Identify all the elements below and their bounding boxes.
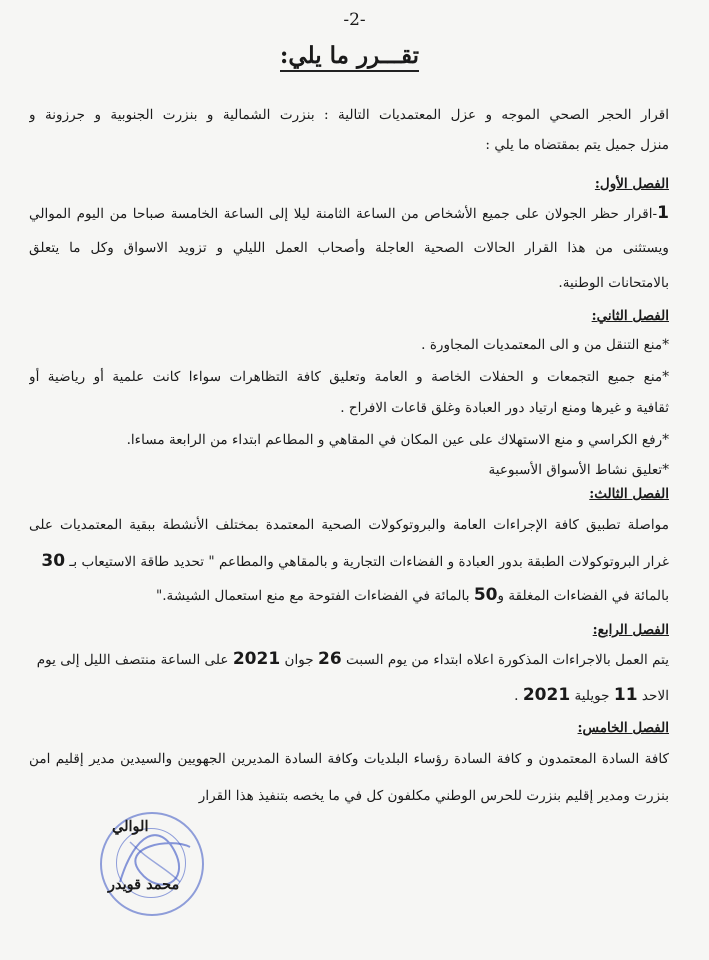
chapter-4-heading: الفصل الرابع: xyxy=(592,622,669,638)
end-day: 11 xyxy=(613,685,638,705)
chapter-3-line-1: مواصلة تطبيق كافة الإجراءات العامة والبروتوكولات الصحية المعتمدة بمختلف الأنشطة ببقية المعتمديات على xyxy=(29,517,669,533)
chapter-4-line-1-a: يتم العمل بالاجراءات المذكورة اعلاه ابتداء من يوم السبت xyxy=(346,652,669,668)
end-month: جويلية xyxy=(574,688,610,704)
decision-title: تقـــرر ما يلي: xyxy=(280,42,419,72)
start-year: 2021 xyxy=(232,649,281,669)
chapter-5-heading: الفصل الخامس: xyxy=(577,720,669,736)
page-number: -2- xyxy=(343,10,366,30)
chapter-3-line-2 xyxy=(29,550,669,573)
chapter-2-item-2-line-1: *منع جميع التجمعات و الحفلات الخاصة و العامة وتعليق كافة التظاهرات سواءا كانت علمية أو رياضية أو xyxy=(29,369,669,385)
chapter-3-line-3 xyxy=(29,584,669,607)
chapter-4-line-2 xyxy=(29,684,669,707)
start-month: جوان xyxy=(284,652,314,668)
chapter-3-heading: الفصل الثالث: xyxy=(589,486,669,502)
chapter-3-line-2-text: غرار البروتوكولات الطبقة بدور العبادة و الفضاءات التجارية و بالمقاهي والمطاعم " تحديد طاقة الاستيعاب بـ xyxy=(69,554,669,570)
chapter-4-line-1-c: على الساعة منتصف الليل إلى يوم xyxy=(36,652,229,668)
chapter-3-line-3-b: بالمائة في الفضاءات الفتوحة مع منع استعمال الشيشة." xyxy=(155,588,470,604)
intro-line-1: اقرار الحجر الصحي الموجه و عزل المعتمديات التالية : بنزرت الشمالية و بنزرت الجنوبية و جرزونة و xyxy=(29,107,669,123)
chapter-5-line-2: بنزرت ومدير إقليم بنزرت للحرس الوطني مكلفون كل في ما يخصه بتنفيذ هذا القرار xyxy=(198,788,669,804)
chapter-1-number: 1 xyxy=(657,203,669,223)
chapter-2-item-1: *منع التنقل من و الى المعتمديات المجاورة . xyxy=(421,337,669,353)
signature-title: الوالي xyxy=(112,818,149,835)
chapter-2-item-2-line-2: ثقافية و غيرها ومنع ارتياد دور العبادة وغلق قاعات الافراح . xyxy=(340,400,669,416)
chapter-1-line-1-text: -اقرار حظر الجولان على جميع الأشخاص من الساعة الثامنة ليلا إلى الساعة الخامسة صباحا من اليوم الموالي xyxy=(29,206,658,222)
signatory-name: محمد قويدر xyxy=(108,876,180,893)
end-year: 2021 xyxy=(522,685,571,705)
chapter-2-heading: الفصل الثاني: xyxy=(591,308,669,324)
chapter-1-line-3: بالامتحانات الوطنية. xyxy=(558,275,669,291)
chapter-1-heading: الفصل الأول: xyxy=(594,176,669,192)
chapter-1-line-1 xyxy=(29,202,669,225)
chapter-5-line-1: كافة السادة المعتمدون و كافة السادة رؤساء البلديات وكافة السادة المديرين الجهويين والسيدين مدير إقليم امن xyxy=(29,751,669,767)
chapter-2-item-4: *تعليق نشاط الأسواق الأسبوعية xyxy=(488,462,669,478)
end-period: . xyxy=(514,688,519,704)
chapter-3-line-3-a: بالمائة في الفضاءات المغلقة و xyxy=(497,588,669,604)
intro-line-2: منزل جميل يتم بمقتضاه ما يلي : xyxy=(485,137,669,153)
end-weekday: الاحد xyxy=(641,688,669,704)
capacity-open-percent: 50 xyxy=(473,585,498,605)
start-day: 26 xyxy=(318,649,342,669)
chapter-2-item-3: *رفع الكراسي و منع الاستهلاك على عين المكان في المقاهي و المطاعم ابتداء من الرابعة مساءا. xyxy=(126,432,669,448)
chapter-1-line-2: ويستثنى من هذا القرار الحالات الصحية العاجلة وأصحاب العمل الليلي و تزويد الاسواق وكل ما يتعلق xyxy=(29,240,669,256)
capacity-closed-percent: 30 xyxy=(41,551,66,571)
chapter-4-line-1 xyxy=(29,648,669,671)
